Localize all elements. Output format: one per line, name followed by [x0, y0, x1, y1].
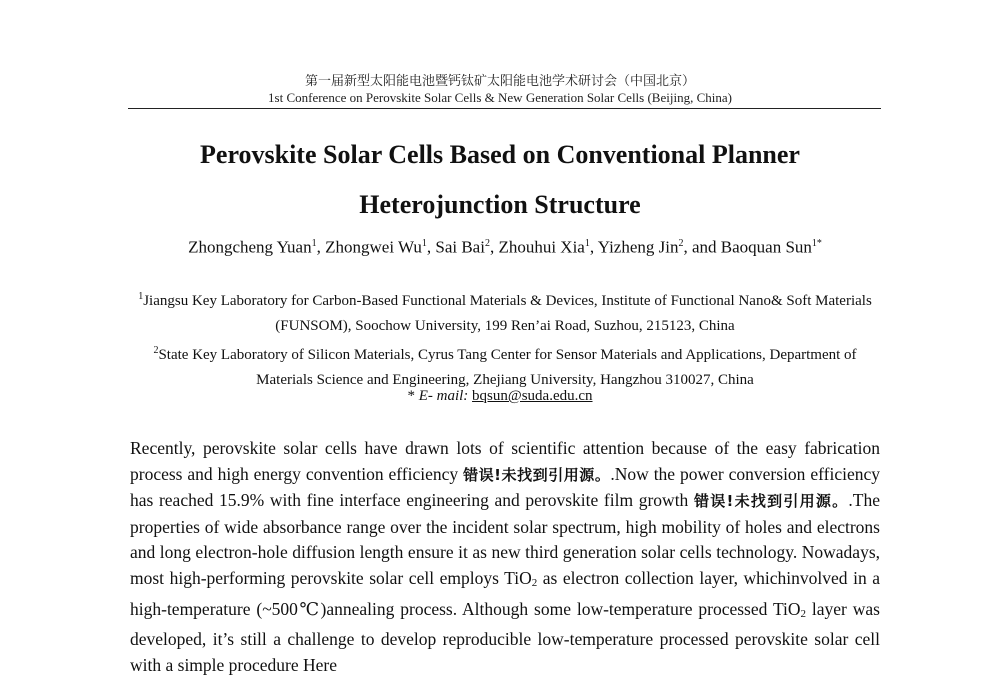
paragraph-text: .Now the power conversion efficiency has reached 15.9% with fine interface engineering and perovskite film growth: [130, 463, 880, 511]
header-rule: [128, 108, 881, 109]
author-name: and Baoquan Sun: [691, 237, 812, 257]
affiliation-2: [130, 338, 880, 393]
reference-error: 错误!未找到引用源。: [463, 465, 611, 484]
author-affiliation-mark: 1: [584, 238, 590, 249]
subscript: 2: [531, 576, 538, 589]
conference-header-english: 1st Conference on Perovskite Solar Cells & New Generation Solar Cells (Beijing, China): [268, 90, 732, 105]
paragraph-text: layer was developed, it’s still a challenge to develop reproducible low-temperature processed perovskite solar cell with a simple procedure Here: [130, 598, 880, 675]
author-affiliation-mark: 2: [484, 238, 490, 249]
email-prefix: *: [407, 388, 419, 404]
email-label: E- mail:: [418, 388, 469, 404]
paper-title-line-2: Heterojunction Structure: [359, 190, 641, 219]
abstract-paragraph: [130, 436, 880, 678]
author-name: Zhouhui Xia: [498, 237, 585, 257]
affiliation-1: [130, 284, 880, 339]
affiliation-mark: 2: [153, 345, 159, 356]
paragraph-text: as electron collection layer, whichinvolved in a high-temperature (~500℃)annealing process. Although some low-temperature processed TiO: [130, 567, 881, 619]
affiliation-text: Jiangsu Key Laboratory for Carbon-Based Functional Materials & Devices, Institute of Functional Nano& Soft Materials (FUNSOM), Soochow University, 199 Ren’ai Road, Suzhou, 215123, China: [143, 293, 872, 334]
author-affiliation-mark: 1: [311, 238, 317, 249]
author-affiliation-mark: 1*: [811, 238, 822, 249]
author-name: Sai Bai: [435, 237, 485, 257]
author-affiliation-mark: 1: [421, 238, 427, 249]
affiliation-mark: 1: [138, 291, 144, 302]
corresponding-email: [0, 388, 1000, 405]
author-list: Zhongcheng Yuan$^1$, Zhongwei Wu$^1$, Sai Bai$^2$, Zhouhui Xia$^1$, Yizheng Jin$^2$, and Baoquan Sun$^{1*}$: [188, 237, 822, 257]
subscript: 2: [800, 607, 807, 620]
reference-error: 错误!未找到引用源。: [693, 492, 849, 511]
author-name: Zhongcheng Yuan: [188, 237, 312, 257]
author-name: Yizheng Jin: [597, 237, 679, 257]
affiliation-text: State Key Laboratory of Silicon Materials, Cyrus Tang Center for Sensor Materials and Applications, Department of Materials Science and Engineering, Zhejiang University, Hangzhou 310027, China: [158, 347, 857, 388]
paper-title-line-1: Perovskite Solar Cells Based on Conventional Planner: [200, 140, 800, 169]
paragraph-text: Recently, perovskite solar cells have drawn lots of scientific attention because of the easy fabrication process and high energy convention efficiency: [130, 438, 880, 484]
conference-header-chinese: 第一届新型太阳能电池暨钙钛矿太阳能电池学术研讨会（中国北京）: [304, 74, 695, 89]
email-address-link[interactable]: bqsun@suda.edu.cn: [472, 388, 593, 404]
author-name: Zhongwei Wu: [325, 237, 422, 257]
paragraph-text: .The properties of wide absorbance range over the incident solar spectrum, high mobility of holes and electrons and long electron-hole diffusion length ensure it as new third generation solar cells technology. Nowadays, most high-performing perovskite solar cell employs TiO: [130, 490, 880, 588]
author-affiliation-mark: 2: [678, 238, 684, 249]
